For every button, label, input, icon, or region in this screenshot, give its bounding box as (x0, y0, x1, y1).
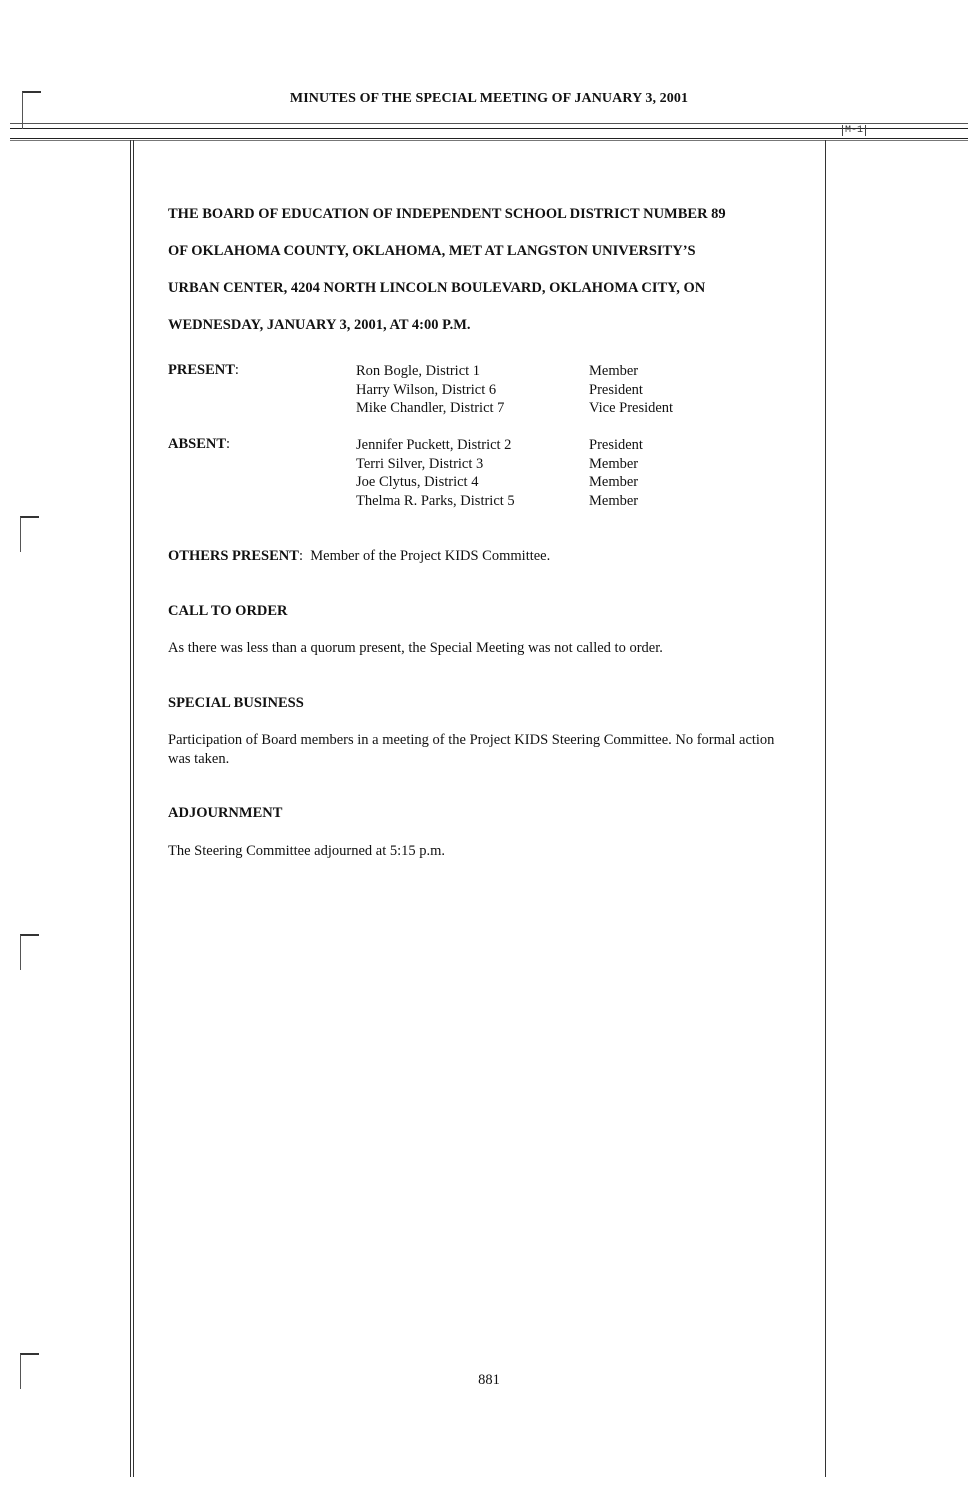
left-margin-rule (130, 140, 131, 1477)
header-rule-middle (10, 128, 968, 129)
section-heading-call-to-order: CALL TO ORDER (168, 603, 288, 619)
member-role: Vice President (589, 400, 674, 416)
list-item (356, 455, 756, 474)
page-tag: M-1 (842, 125, 866, 136)
meeting-intro (168, 196, 808, 344)
member-role: President (589, 437, 643, 453)
list-item (356, 492, 756, 511)
section-text-call-to-order: As there was less than a quorum present, the Special Meeting was not called to order. (168, 640, 663, 656)
absent-label: ABSENT: (168, 436, 231, 452)
intro-line: WEDNESDAY, JANUARY 3, 2001, AT 4:00 P.M. (168, 317, 471, 333)
header-rule-top (10, 123, 968, 124)
right-margin-rule (825, 140, 826, 1477)
header-rule-bottom (10, 138, 968, 139)
member-name: Harry Wilson, District 6 (356, 381, 497, 398)
section-heading-adjournment: ADJOURNMENT (168, 805, 283, 821)
member-role: Member (589, 455, 639, 472)
others-present: OTHERS PRESENT: Member of the Project KIDS Committee. (168, 548, 551, 564)
others-present-text: Member of the Project KIDS Committee. (310, 548, 551, 564)
member-role: Member (589, 363, 639, 379)
present-label: PRESENT: (168, 362, 239, 378)
absent-label-text: ABSENT (168, 436, 227, 452)
intro-line: OF OKLAHOMA COUNTY, OKLAHOMA, MET AT LANGSTON UNIVERSITY’S (168, 243, 696, 259)
absent-list (356, 436, 756, 510)
present-label-text: PRESENT (168, 362, 235, 378)
intro-line: THE BOARD OF EDUCATION OF INDEPENDENT SCHOOL DISTRICT NUMBER 89 (168, 206, 726, 222)
left-corner-bracket-1 (22, 91, 41, 129)
left-corner-bracket-2 (20, 516, 39, 552)
member-name: Ron Bogle, District 1 (356, 363, 481, 379)
member-role: Member (589, 474, 639, 490)
intro-line: URBAN CENTER, 4204 NORTH LINCOLN BOULEVARD, OKLAHOMA CITY, ON (168, 280, 706, 296)
section-text-adjournment: The Steering Committee adjourned at 5:15 p.m. (168, 843, 446, 859)
member-name: Joe Clytus, District 4 (356, 474, 479, 490)
member-name: Jennifer Puckett, District 2 (356, 437, 512, 453)
list-item (356, 473, 756, 492)
section-heading-special-business: SPECIAL BUSINESS (168, 695, 304, 711)
page-number: 881 (478, 1372, 500, 1388)
member-name: Terri Silver, District 3 (356, 455, 484, 472)
page-title: MINUTES OF THE SPECIAL MEETING OF JANUARY 3, 2001 (289, 91, 689, 106)
member-name: Thelma R. Parks, District 5 (356, 492, 515, 509)
member-role: Member (589, 492, 639, 509)
present-list (356, 362, 756, 418)
list-item (356, 381, 756, 400)
list-item (356, 362, 756, 381)
section-text-special-business: Participation of Board members in a meeting of the Project KIDS Steering Committee. No formal action was taken. (168, 732, 775, 767)
member-name: Mike Chandler, District 7 (356, 400, 505, 416)
list-item (356, 436, 756, 455)
member-role: President (589, 381, 643, 398)
left-corner-bracket-3 (20, 934, 39, 970)
list-item (356, 399, 756, 418)
left-margin-rule-inner (133, 140, 134, 1477)
others-present-label: OTHERS PRESENT (168, 548, 299, 564)
